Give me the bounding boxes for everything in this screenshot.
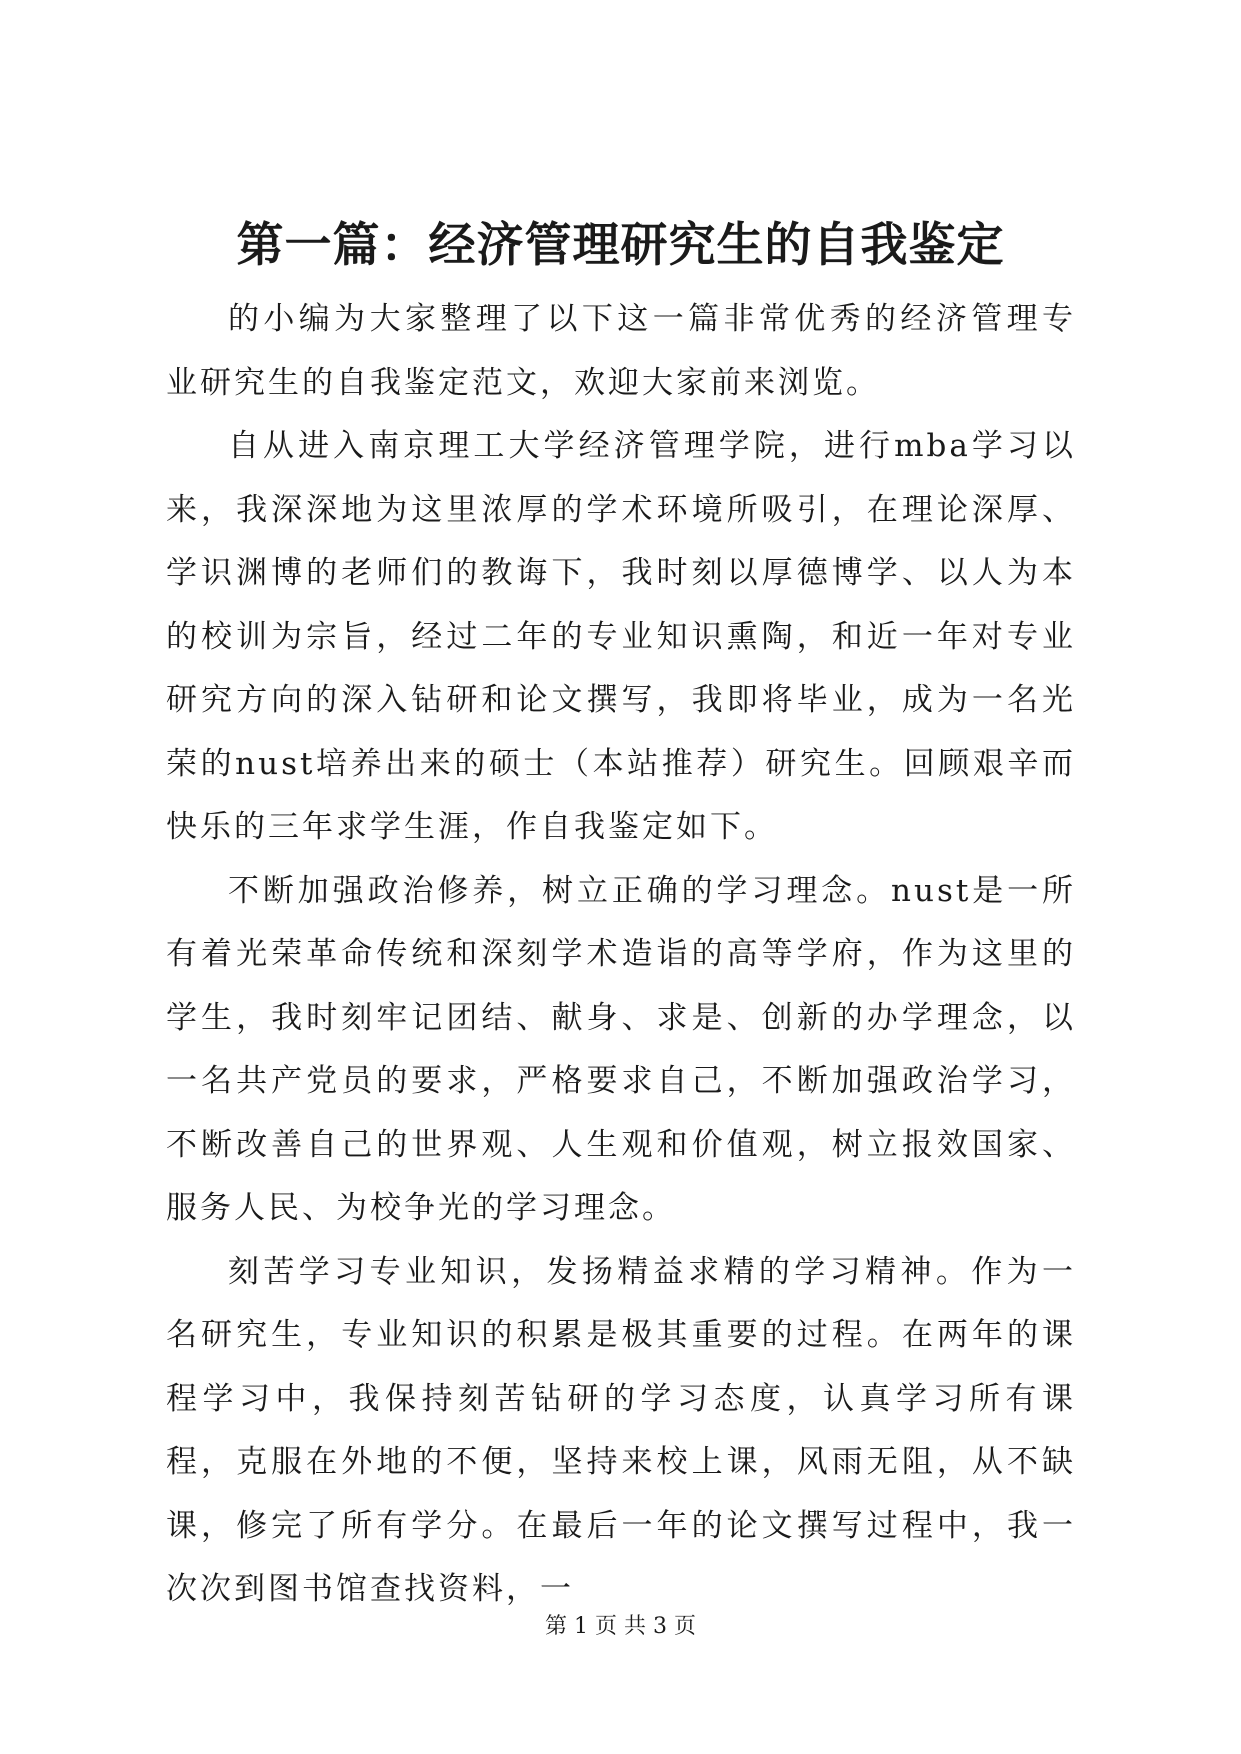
page-number-label: 第 1 页 共 3 页 xyxy=(545,1614,696,1639)
paragraph-4: 刻苦学习专业知识，发扬精益求精的学习精神。作为一名研究生，专业知识的积累是极其重要的过程。在两年的课程学习中，我保持刻苦钻研的学习态度，认真学习所有课程，克服在外地的不便，坚持来校上课，风雨无阻，从不缺课，修完了所有学分。在最后一年的论文撰写过程中，我一次次到图书馆查找资料，一 xyxy=(166,1253,1076,1607)
paragraph-2: 自从进入南京理工大学经济管理学院，进行mba学习以来，我深深地为这里浓厚的学术环境所吸引，在理论深厚、学识渊博的老师们的教诲下，我时刻以厚德博学、以人为本的校训为宗旨，经过二年的专业知识熏陶，和近一年对专业研究方向的深入钻研和论文撰写，我即将毕业，成为一名光荣的nust培养出来的硕士（本站推荐）研究生。回顾艰辛而快乐的三年求学生涯，作自我鉴定如下。 xyxy=(166,428,1076,845)
document-title: 第一篇：经济管理研究生的自我鉴定 xyxy=(236,218,1005,273)
paragraph-1: 的小编为大家整理了以下这一篇非常优秀的经济管理专业研究生的自我鉴定范文，欢迎大家前来浏览。 xyxy=(166,301,1076,401)
page-footer xyxy=(0,1612,1241,1642)
document-body xyxy=(166,288,1076,1622)
paragraph-3: 不断加强政治修养，树立正确的学习理念。nust是一所有着光荣革命传统和深刻学术造诣的高等学府，作为这里的学生，我时刻牢记团结、献身、求是、创新的办学理念，以一名共产党员的要求，严格要求自己，不断加强政治学习，不断改善自己的世界观、人生观和价值观，树立报效国家、服务人民、为校争光的学习理念。 xyxy=(166,872,1076,1226)
